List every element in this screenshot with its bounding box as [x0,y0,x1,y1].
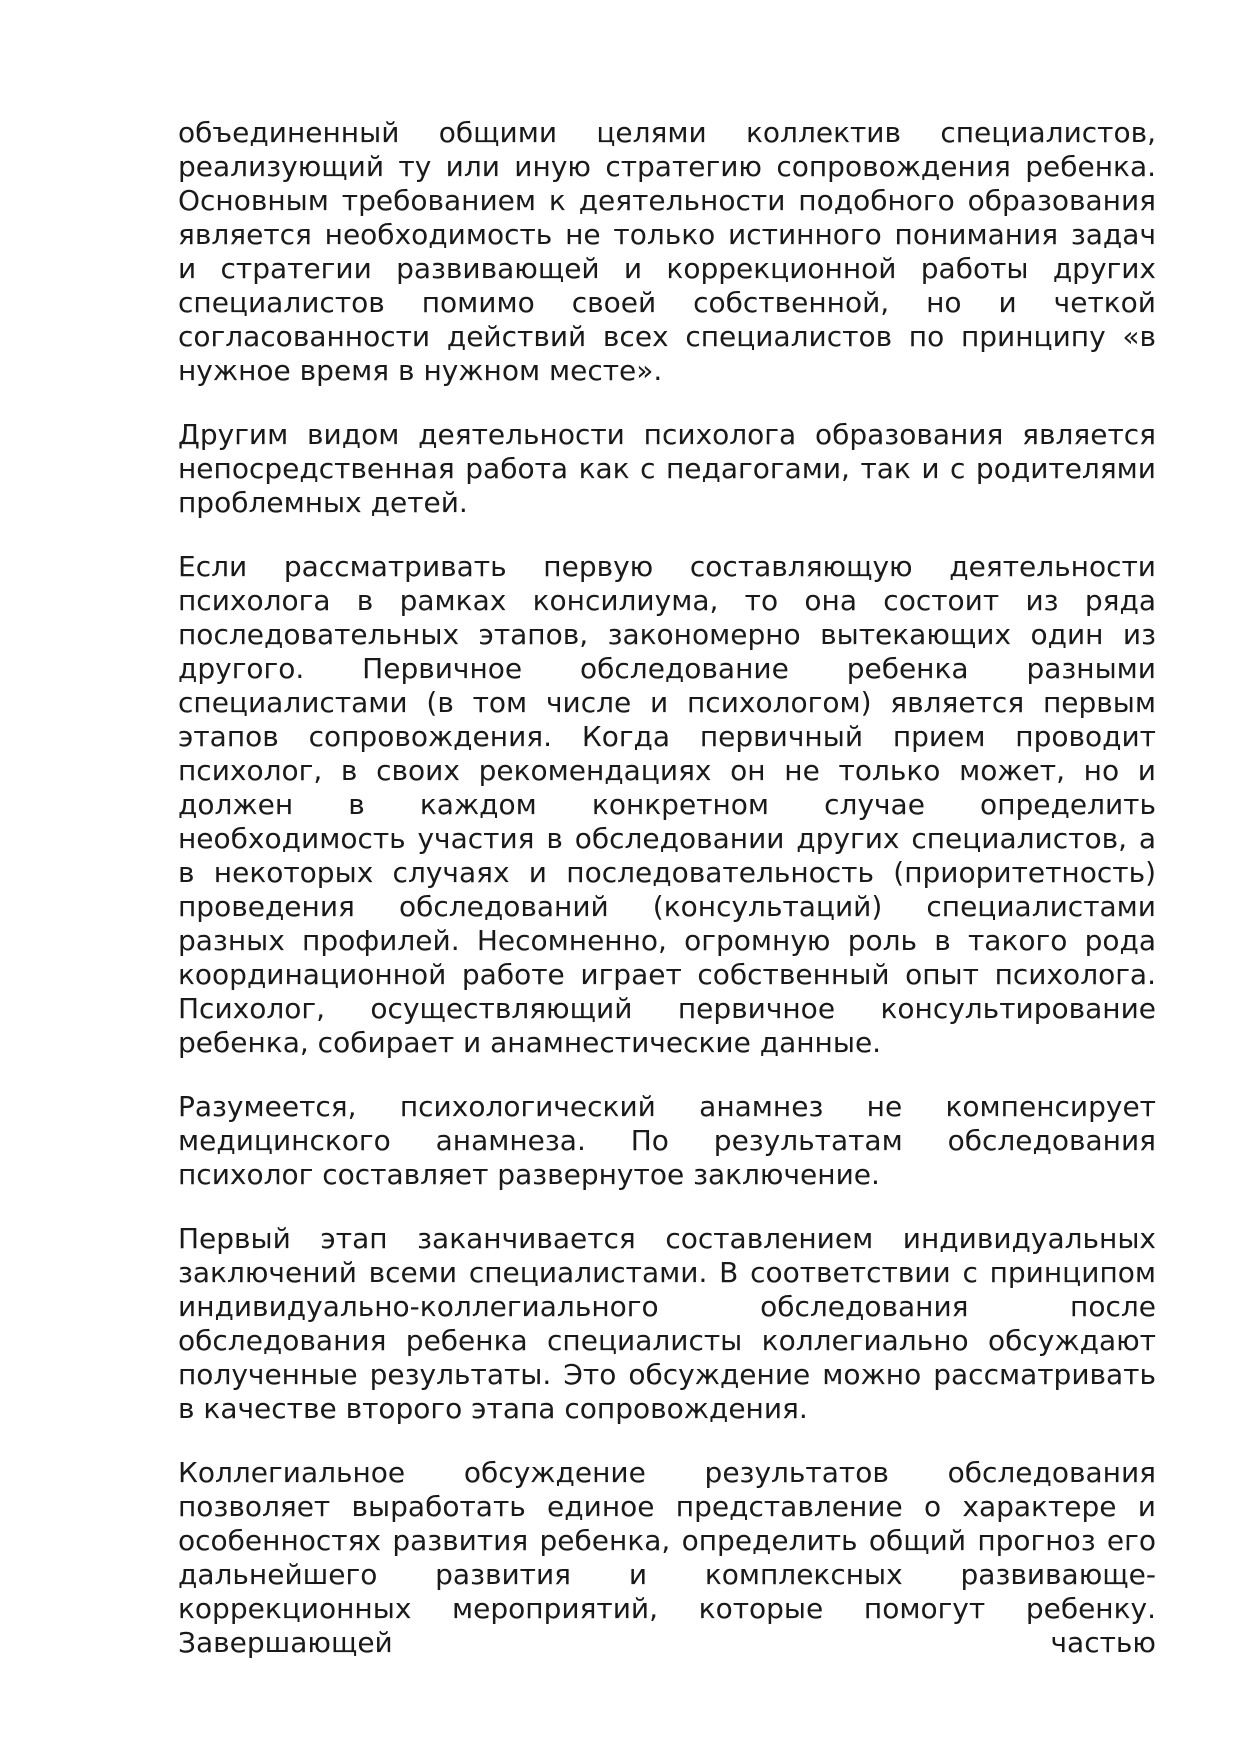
document-page [178,116,1156,1690]
paragraph-2: Другим видом деятельности психолога образования является непосредственная работа как с педагогами, так и с родителями проблемных детей. [178,418,1156,519]
paragraph-5: Первый этап заканчивается составлением индивидуальных заключений всеми специалистами. В соответствии с принципом индивидуально-коллегиального обследования после обследования ребенка специалисты коллегиально обсуждают полученные результаты. Это обсуждение можно рассматривать в качестве второго этапа сопровождения. [178,1222,1156,1425]
paragraph-6: Коллегиальное обсуждение результатов обследования позволяет выработать единое представление о характере и особенностях развития ребенка, определить общий прогноз его дальнейшего развития и комплексных развивающе-коррекционных мероприятий, которые помогут ребенку. Завершающей частью [178,1456,1156,1659]
paragraph-3: Если рассматривать первую составляющую деятельности психолога в рамках консилиума, то она состоит из ряда последовательных этапов, закономерно вытекающих один из другого. Первичное обследование ребенка разными специалистами (в том числе и психологом) является первым этапов сопровождения. Когда первичный прием проводит психолог, в своих рекомендациях он не только может, но и должен в каждом конкретном случае определить необходимость участия в обследовании других специалистов, а в некоторых случаях и последовательность (приоритетность) проведения обследований (консультаций) специалистами разных профилей. Несомненно, огромную роль в такого рода координационной работе играет собственный опыт психолога. Психолог, осуществляющий первичное консультирование ребенка, собирает и анамнестические данные. [178,550,1156,1059]
paragraph-4: Разумеется, психологический анамнез не компенсирует медицинского анамнеза. По результатам обследования психолог составляет развернутое заключение. [178,1090,1156,1191]
paragraph-1: объединенный общими целями коллектив специалистов, реализующий ту или иную стратегию сопровождения ребенка. Основным требованием к деятельности подобного образования является необходимость не только истинного понимания задач и стратегии развивающей и коррекционной работы других специалистов помимо своей собственной, но и четкой согласованности действий всех специалистов по принципу «в нужное время в нужном месте». [178,116,1156,387]
